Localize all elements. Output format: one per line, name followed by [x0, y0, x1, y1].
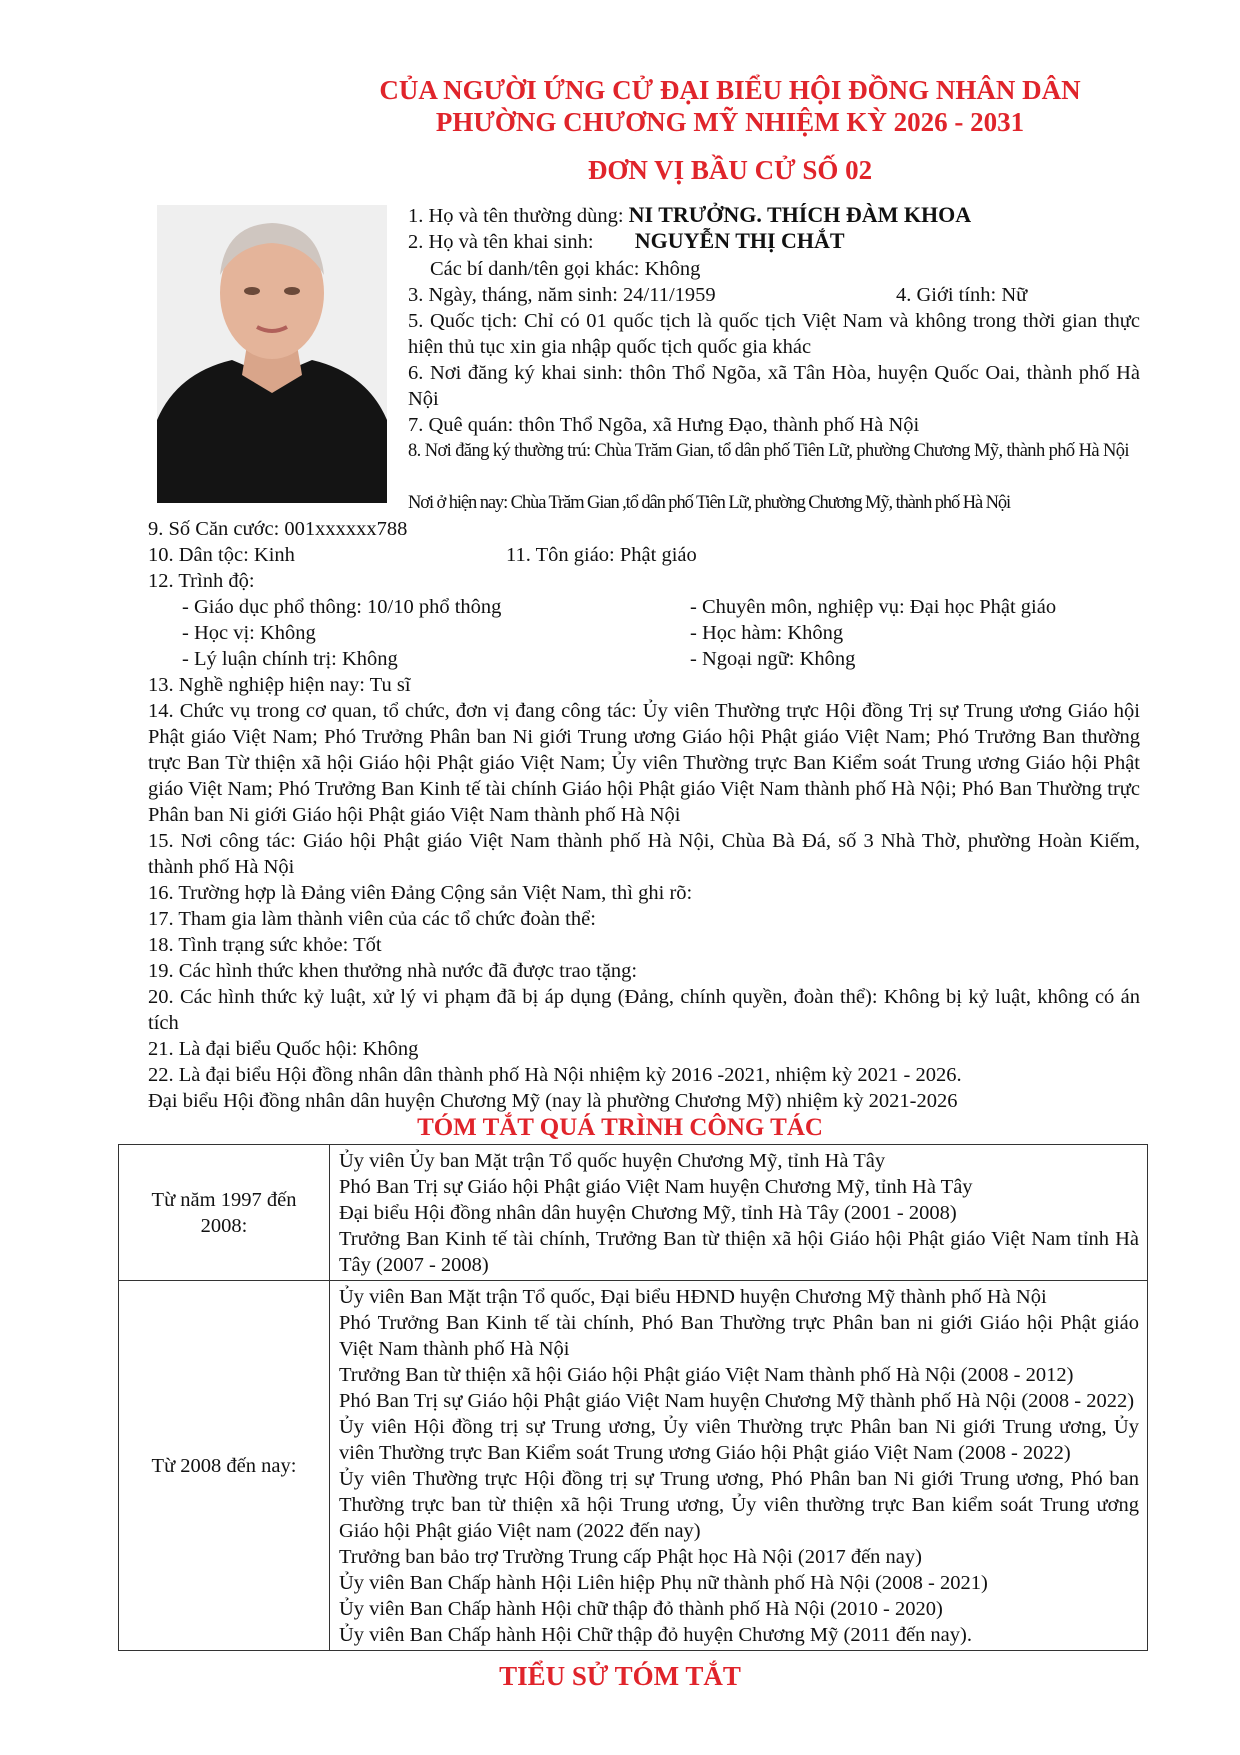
- field-alias: Các bí danh/tên gọi khác: Không: [430, 258, 701, 280]
- field-discipline: 20. Các hình thức kỷ luật, xử lý vi phạm đã bị áp dụng (Đảng, chính quyền, đoàn thể): Không bị kỷ luật, không có án tích: [148, 986, 1140, 1034]
- table-row: [119, 1145, 1148, 1281]
- list-item: Ủy viên Hội đồng trị sự Trung ương, Ủy viên Thường trực Phân ban Ni giới Trung ương, Ủy viên Thường trực Ban Kiểm soát Trung ương Giáo hội Phật giáo Việt Nam (2008 - 2022): [339, 1416, 1139, 1464]
- work-history-table: [118, 1144, 1148, 1651]
- work-history-heading: TÓM TẮT QUÁ TRÌNH CÔNG TÁC: [417, 1114, 823, 1141]
- field-nationality: 5. Quốc tịch: Chỉ có 01 quốc tịch là quốc tịch Việt Nam và không trong thời gian thực hiện thủ tục xin gia nhập quốc tịch quốc gia khác: [408, 310, 1140, 358]
- field-party: 16. Trường hợp là Đảng viên Đảng Cộng sản Việt Nam, thì ghi rõ:: [148, 882, 693, 904]
- list-item: Phó Trưởng Ban Kinh tế tài chính, Phó Ban Thường trực Phân ban ni giới Giáo hội Phật giáo Việt Nam thành phố Hà Nội: [339, 1312, 1139, 1360]
- edu-political-theory: - Lý luận chính trị: Không: [182, 648, 398, 670]
- field-hometown: 7. Quê quán: thôn Thổ Ngõa, xã Hưng Đạo, thành phố Hà Nội: [408, 414, 920, 436]
- education-heading: 12. Trình độ:: [148, 570, 255, 592]
- list-item: Ủy viên Ban Chấp hành Hội chữ thập đỏ thành phố Hà Nội (2010 - 2020): [339, 1598, 943, 1620]
- field-birthplace: 6. Nơi đăng ký khai sinh: thôn Thổ Ngõa, xã Tân Hòa, huyện Quốc Oai, thành phố Hà Nội: [408, 362, 1140, 410]
- field-positions: 14. Chức vụ trong cơ quan, tổ chức, đơn vị đang công tác: Ủy viên Thường trực Hội đồng Trị sự Trung ương Giáo hội Phật giáo Việt Nam; Phó Trưởng Phân ban Ni giới Trung ương Giáo hội Phật giáo Việt Nam; Phó Trưởng Ban thường trực Ban Từ thiện xã hội Giáo hội Phật giáo Việt Nam; Ủy viên Thường trực Ban Kiểm soát Trung ương Giáo hội Phật giáo Việt Nam; Phó Trưởng Ban Kinh tế tài chính Giáo hội Phật giáo Việt Nam thành phố Hà Nội; Phó Ban Thường trực Phân ban Ni giới Giáo hội Phật giáo Việt Nam thành phố Hà Nội: [148, 700, 1140, 826]
- candidate-portrait: [157, 205, 387, 503]
- list-item: Ủy viên Ủy ban Mặt trận Tổ quốc huyện Chương Mỹ, tỉnh Hà Tây: [339, 1150, 886, 1172]
- title-line-1: CỦA NGƯỜI ỨNG CỬ ĐẠI BIỂU HỘI ĐỒNG NHÂN DÂN: [379, 75, 1081, 105]
- field-dob: 3. Ngày, tháng, năm sinh: 24/11/1959: [408, 284, 716, 306]
- field-ethnicity: 10. Dân tộc: Kinh: [148, 544, 295, 566]
- edu-degree: - Học vị: Không: [182, 622, 316, 644]
- list-item: Ủy viên Ban Chấp hành Hội Chữ thập đỏ huyện Chương Mỹ (2011 đến nay).: [339, 1624, 972, 1646]
- field-council-deputy: 22. Là đại biểu Hội đồng nhân dân thành phố Hà Nội nhiệm kỳ 2016 -2021, nhiệm kỳ 2021 - 2026.: [148, 1064, 962, 1086]
- list-item: Ủy viên Ban Mặt trận Tổ quốc, Đại biểu HĐND huyện Chương Mỹ thành phố Hà Nội: [339, 1286, 1047, 1308]
- list-item: Trưởng ban bảo trợ Trường Trung cấp Phật học Hà Nội (2017 đến nay): [339, 1546, 922, 1568]
- field-gender: 4. Giới tính: Nữ: [896, 284, 1028, 306]
- field-birth-name: [408, 228, 845, 255]
- list-item: Ủy viên Thường trực Hội đồng trị sự Trung ương, Phó Phân ban Ni giới Trung ương, Phó ban Thường trực ban từ thiện xã hội Trung ương, Ủy viên thường trực Ban kiểm soát Trung ương Giáo hội Phật giáo Việt nam (2022 đến nay): [339, 1468, 1139, 1542]
- list-item: Đại biểu Hội đồng nhân dân huyện Chương Mỹ, tỉnh Hà Tây (2001 - 2008): [339, 1202, 957, 1224]
- list-item: Trưởng Ban Kinh tế tài chính, Trưởng Ban từ thiện xã hội Giáo hội Phật giáo Việt Nam tỉnh Hà Tây (2007 - 2008): [339, 1228, 1139, 1276]
- field-workplace: 15. Nơi công tác: Giáo hội Phật giáo Việt Nam thành phố Hà Nội, Chùa Bà Đá, số 3 Nhà Thờ, phường Hoàn Kiếm, thành phố Hà Nội: [148, 830, 1140, 878]
- field-health: 18. Tình trạng sức khỏe: Tốt: [148, 934, 382, 956]
- electoral-unit: ĐƠN VỊ BẦU CỬ SỐ 02: [587, 155, 873, 185]
- field-organizations: 17. Tham gia làm thành viên của các tổ chức đoàn thể:: [148, 908, 596, 930]
- field-label: 2. Họ và tên khai sinh:: [408, 231, 594, 253]
- field-current-address: Nơi ở hiện nay: Chùa Trăm Gian ,tổ dân phố Tiên Lữ, phường Chương Mỹ, thành phố Hà Nội: [408, 493, 1011, 513]
- edu-academic-title: - Học hàm: Không: [690, 622, 844, 644]
- biography-heading: TIỂU SỬ TÓM TẮT: [499, 1661, 741, 1691]
- common-name-value: NI TRƯỞNG. THÍCH ĐÀM KHOA: [628, 202, 972, 227]
- period-cell: Từ 2008 đến nay:: [119, 1281, 330, 1651]
- field-label: 1. Họ và tên thường dùng:: [408, 205, 624, 227]
- birth-name-value: NGUYỄN THỊ CHẮT: [634, 228, 845, 253]
- table-row: [119, 1281, 1148, 1651]
- list-item: Trưởng Ban từ thiện xã hội Giáo hội Phật giáo Việt Nam thành phố Hà Nội (2008 - 2012): [339, 1364, 1074, 1386]
- field-occupation: 13. Nghề nghiệp hiện nay: Tu sĩ: [148, 674, 411, 696]
- details-cell: [330, 1281, 1148, 1651]
- field-religion: 11. Tôn giáo: Phật giáo: [506, 544, 697, 566]
- title-line-2: PHƯỜNG CHƯƠNG MỸ NHIỆM KỲ 2026 - 2031: [435, 107, 1025, 137]
- field-council-deputy-2: Đại biểu Hội đồng nhân dân huyện Chương Mỹ (nay là phường Chương Mỹ) nhiệm kỳ 2021-2026: [148, 1090, 958, 1112]
- edu-general: - Giáo dục phổ thông: 10/10 phổ thông: [182, 596, 502, 618]
- edu-specialty: - Chuyên môn, nghiệp vụ: Đại học Phật giáo: [690, 596, 1057, 618]
- field-permanent-residence: 8. Nơi đăng ký thường trú: Chùa Trăm Gian, tổ dân phố Tiên Lữ, phường Chương Mỹ, thành phố Hà Nội: [408, 441, 1129, 461]
- edu-foreign-language: - Ngoại ngữ: Không: [690, 648, 856, 670]
- field-common-name: [408, 202, 971, 229]
- list-item: Phó Ban Trị sự Giáo hội Phật giáo Việt Nam huyện Chương Mỹ, tỉnh Hà Tây: [339, 1176, 973, 1198]
- details-cell: [330, 1145, 1148, 1281]
- field-id-card: 9. Số Căn cước: 001xxxxxx788: [148, 518, 408, 540]
- list-item: Phó Ban Trị sự Giáo hội Phật giáo Việt Nam huyện Chương Mỹ thành phố Hà Nội (2008 - 2022): [339, 1390, 1135, 1412]
- list-item: Ủy viên Ban Chấp hành Hội Liên hiệp Phụ nữ thành phố Hà Nội (2008 - 2021): [339, 1572, 988, 1594]
- period-cell: Từ năm 1997 đến 2008:: [119, 1145, 330, 1281]
- field-na-deputy: 21. Là đại biểu Quốc hội: Không: [148, 1038, 419, 1060]
- field-awards: 19. Các hình thức khen thưởng nhà nước đã được trao tặng:: [148, 960, 638, 982]
